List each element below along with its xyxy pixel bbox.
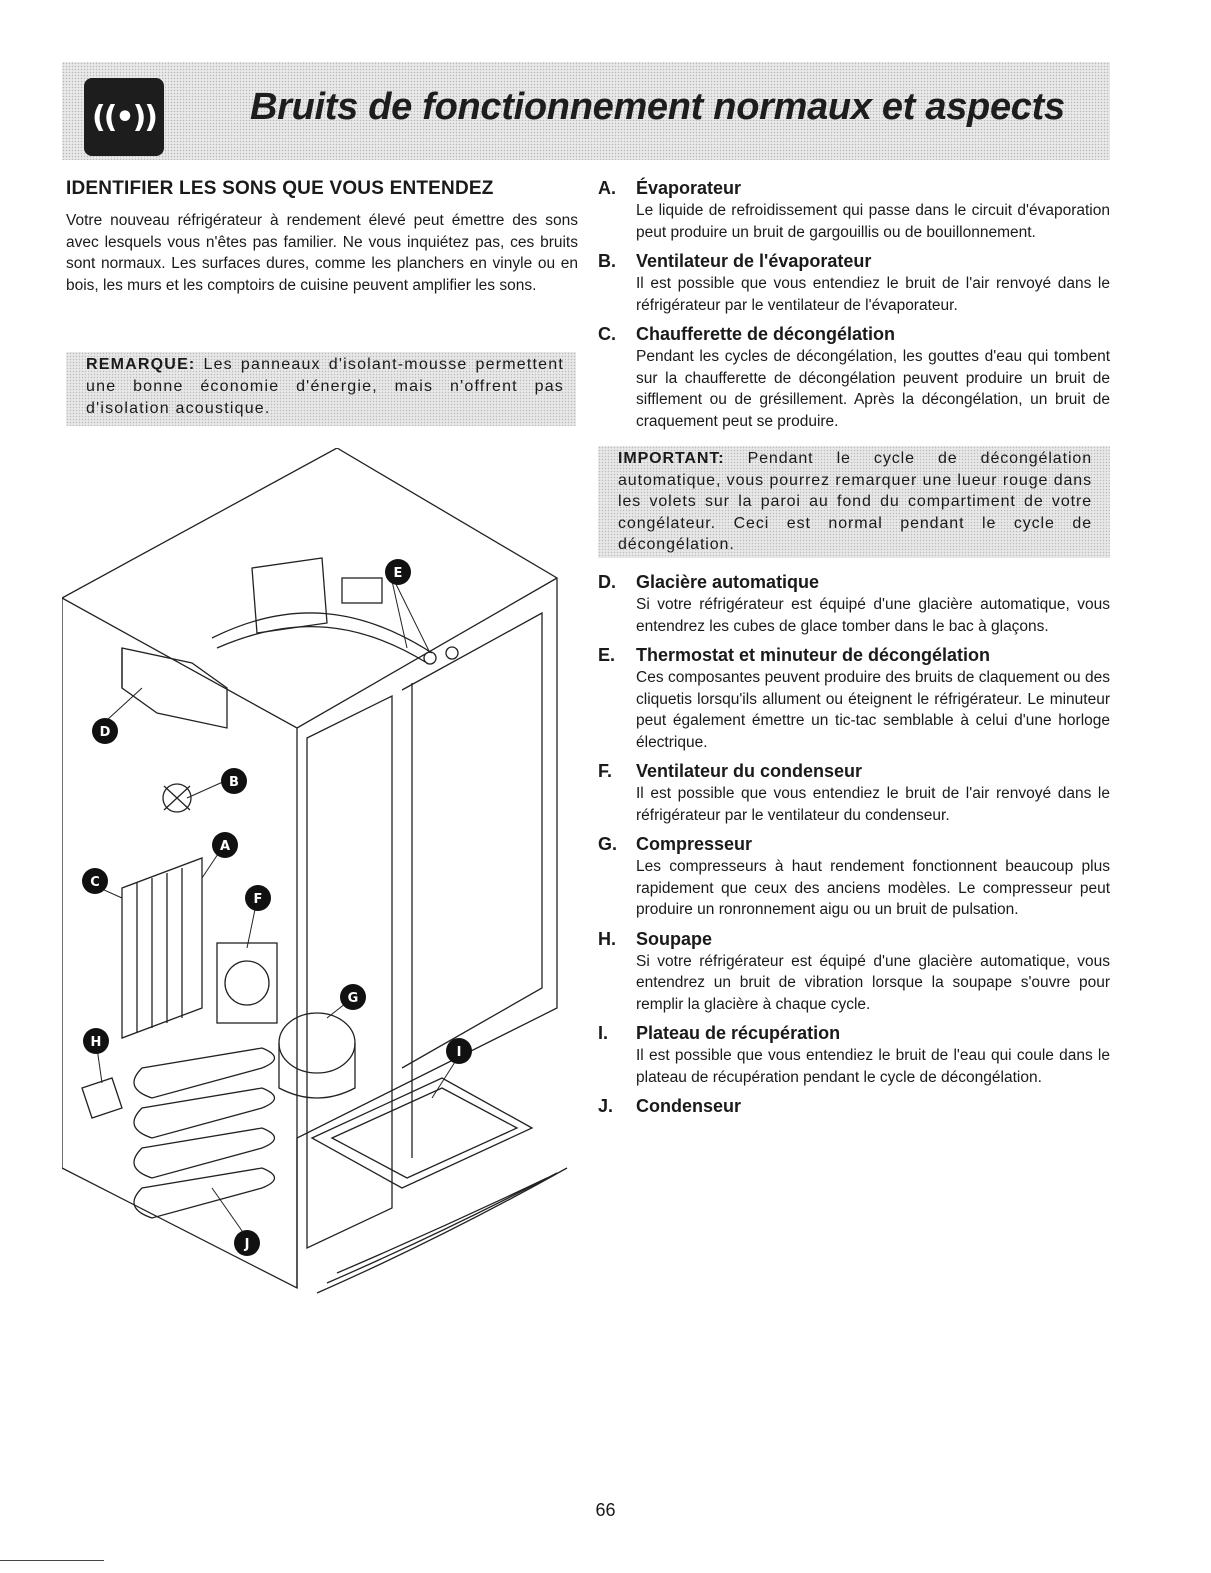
callout-b-label: B <box>229 775 239 790</box>
item-title: Compresseur <box>636 834 753 854</box>
item-letter: D. <box>598 572 616 592</box>
callout-e-label: E <box>393 566 403 581</box>
refrigerator-diagram <box>62 448 582 1318</box>
important-box <box>598 446 1110 558</box>
callout-a-label: A <box>219 839 231 854</box>
list-item <box>598 1021 1110 1088</box>
list-item <box>598 832 1110 921</box>
item-body: Les compresseurs à haut rendement fonctionnent beaucoup plus rapidement que ceux des anciens modèles. Le compresseur peut produire un ronronnement aigu ou un bruit de pulsation. <box>636 858 1110 918</box>
sound-waves-icon: ((•)) <box>84 78 164 156</box>
list-item <box>598 927 1110 1016</box>
page-number: 66 <box>595 1500 616 1520</box>
callout-c-label: C <box>90 875 100 890</box>
footer-divider <box>0 1560 104 1561</box>
list-item <box>598 176 1110 243</box>
note-text <box>86 354 564 420</box>
item-title: Chaufferette de décongélation <box>636 324 896 344</box>
section-heading: IDENTIFIER LES SONS QUE VOUS ENTENDEZ <box>66 178 494 199</box>
intro-paragraph: Votre nouveau réfrigérateur à rendement élevé peut émettre des sons avec lesquels vous n'êtes pas familier. Ne vous inquiétez pas, ces bruits sont normaux. Les surfaces dures, comme les planchers en vinyle ou en bois, les murs et les comptoirs de cuisine peuvent amplifier les sons. <box>66 212 578 294</box>
item-letter: I. <box>598 1023 609 1043</box>
item-letter: E. <box>598 645 616 665</box>
important-body: Pendant le cycle de décongélation automatique, vous pourrez remarquer une lueur rouge dans les volets sur la paroi au fond du compartiment de votre congélateur. Ceci est normal pendant le cycle de décongélation. <box>618 450 1092 553</box>
item-title: Condenseur <box>636 1096 742 1116</box>
important-text <box>618 448 1092 556</box>
items-column <box>598 176 1110 1124</box>
list-item <box>598 322 1110 432</box>
callout-i-label: I <box>456 1045 462 1060</box>
item-title: Thermostat et minuteur de décongélation <box>636 645 991 665</box>
list-item <box>598 249 1110 316</box>
callout-d-label: D <box>99 725 111 740</box>
callout-j-label: J <box>244 1237 250 1252</box>
item-title: Ventilateur du condenseur <box>636 761 863 781</box>
item-title: Ventilateur de l'évaporateur <box>636 251 872 271</box>
item-body: Si votre réfrigérateur est équipé d'une glacière automatique, vous entendrez les cubes de glace tomber dans le bac à glaçons. <box>636 596 1110 635</box>
item-letter: J. <box>598 1096 614 1116</box>
item-body: Il est possible que vous entendiez le bruit de l'air renvoyé dans le réfrigérateur par le ventilateur du condenseur. <box>636 785 1110 824</box>
item-body: Il est possible que vous entendiez le bruit de l'air renvoyé dans le réfrigérateur par le ventilateur de l'évaporateur. <box>636 275 1110 314</box>
list-item <box>598 759 1110 826</box>
note-label: REMARQUE: <box>86 356 196 373</box>
item-letter: B. <box>598 251 616 271</box>
page-title: Bruits de fonctionnement normaux et aspects <box>250 86 1065 128</box>
item-body: Le liquide de refroidissement qui passe dans le circuit d'évaporation peut produire un bruit de gargouillis ou de bouillonnement. <box>636 202 1110 241</box>
item-body: Si votre réfrigérateur est équipé d'une glacière automatique, vous entendrez un bruit de vibration lorsque la soupape s'ouvre pour remplir la glacière à chaque cycle. <box>636 952 1110 1013</box>
item-letter: C. <box>598 324 616 344</box>
important-label: IMPORTANT: <box>618 450 725 467</box>
item-body: Il est possible que vous entendiez le bruit de l'eau qui coule dans le plateau de récupération pendant le cycle de décongélation. <box>636 1047 1110 1086</box>
item-letter: G. <box>598 834 618 854</box>
callout-g-label: G <box>347 991 359 1006</box>
note-body: Les panneaux d'isolant-mousse permettent une bonne économie d'énergie, mais n'offrent pas d'isolation acoustique. <box>86 356 564 417</box>
intro-section <box>66 178 578 296</box>
item-title: Plateau de récupération <box>636 1023 841 1043</box>
item-title: Soupape <box>636 928 713 949</box>
item-letter: A. <box>598 178 616 198</box>
callout-h-label: H <box>90 1035 102 1050</box>
item-title: Évaporateur <box>636 178 742 198</box>
callout-f-label: F <box>253 892 263 907</box>
item-body: Pendant les cycles de décongélation, les gouttes d'eau qui tombent sur la chaufferette de décongélation peuvent produire un bruit de sifflement ou de grésillement. Après la décongélation, un bruit de craquement peut se produire. <box>636 348 1110 430</box>
list-item <box>598 570 1110 637</box>
item-title: Glacière automatique <box>636 572 820 592</box>
item-letter: F. <box>598 761 613 781</box>
item-letter: H. <box>598 928 616 949</box>
item-body: Ces composantes peuvent produire des bruits de claquement ou des cliquetis lorsqu'ils allument ou éteignent le réfrigérateur. Le minuteur peut également émettre un tic-tac semblable à celui d'une horloge électrique. <box>636 669 1110 751</box>
list-item <box>598 643 1110 753</box>
list-item <box>598 1094 1110 1118</box>
